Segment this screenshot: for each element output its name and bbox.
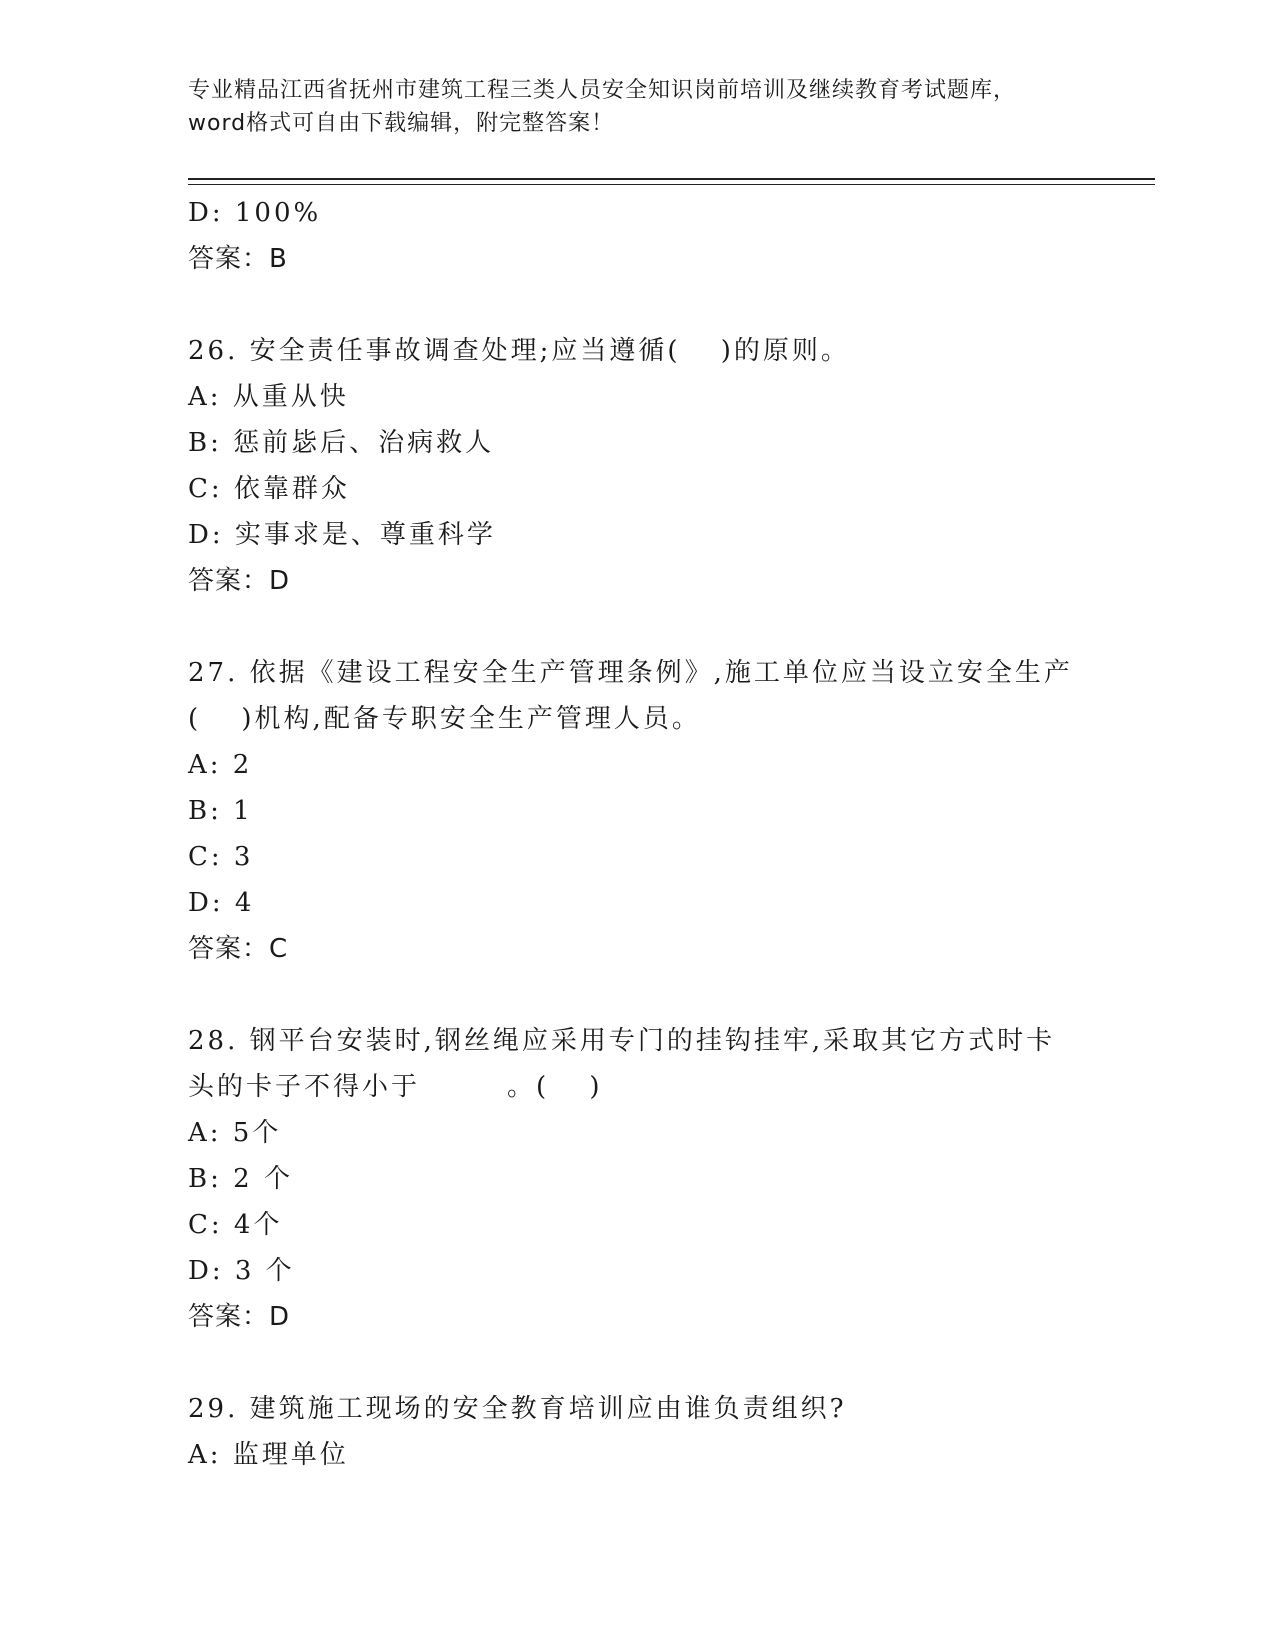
question-list [188, 190, 1088, 1478]
option-c: C: 4个 [188, 1210, 283, 1240]
header-title-line2: word格式可自由下载编辑，附完整答案！ [188, 111, 615, 136]
option-c: C: 依靠群众 [188, 474, 350, 504]
answer-line: 答案：B [188, 244, 288, 274]
option-b: B: 惩前毖后、治病救人 [188, 428, 495, 458]
question-stem: 27. 依据《建设工程安全生产管理条例》,施工单位应当设立安全生产 [188, 658, 1073, 688]
question-27 [188, 650, 1088, 972]
question-stem: 28. 钢平台安装时,钢丝绳应采用专门的挂钩挂牢,采取其它方式时卡 [188, 1026, 1056, 1056]
option-a: A: 5个 [188, 1118, 282, 1148]
header-title-line1: 专业精品江西省抚州市建筑工程三类人员安全知识岗前培训及继续教育考试题库， [188, 78, 1017, 103]
option-d: D: 实事求是、尊重科学 [188, 520, 496, 550]
option-d: D: 100% [188, 198, 322, 228]
option-a: A: 从重从快 [188, 382, 349, 412]
question-stem: 26. 安全责任事故调查处理;应当遵循( )的原则。 [188, 336, 850, 366]
option-b: B: 2 个 [188, 1164, 293, 1194]
question-stem: 29. 建筑施工现场的安全教育培训应由谁负责组织? [188, 1394, 847, 1424]
option-c: C: 3 [188, 842, 254, 872]
option-d: D: 3 个 [188, 1256, 295, 1286]
page-header [188, 74, 1088, 140]
answer-line: 答案：C [188, 934, 289, 964]
option-b: B: 1 [188, 796, 253, 826]
previous-question-tail [188, 190, 1088, 282]
question-stem-continued: 头的卡子不得小于 。( ) [188, 1072, 603, 1102]
question-26 [188, 328, 1088, 604]
answer-line: 答案：D [188, 1302, 291, 1332]
option-d: D: 4 [188, 888, 255, 918]
question-29 [188, 1386, 1088, 1478]
header-divider-thin [188, 184, 1155, 185]
question-stem-continued: ( )机构,配备专职安全生产管理人员。 [188, 704, 701, 734]
option-a: A: 监理单位 [188, 1440, 349, 1470]
question-28 [188, 1018, 1088, 1340]
header-divider-thick [188, 178, 1155, 180]
option-a: A: 2 [188, 750, 253, 780]
answer-line: 答案：D [188, 566, 291, 596]
